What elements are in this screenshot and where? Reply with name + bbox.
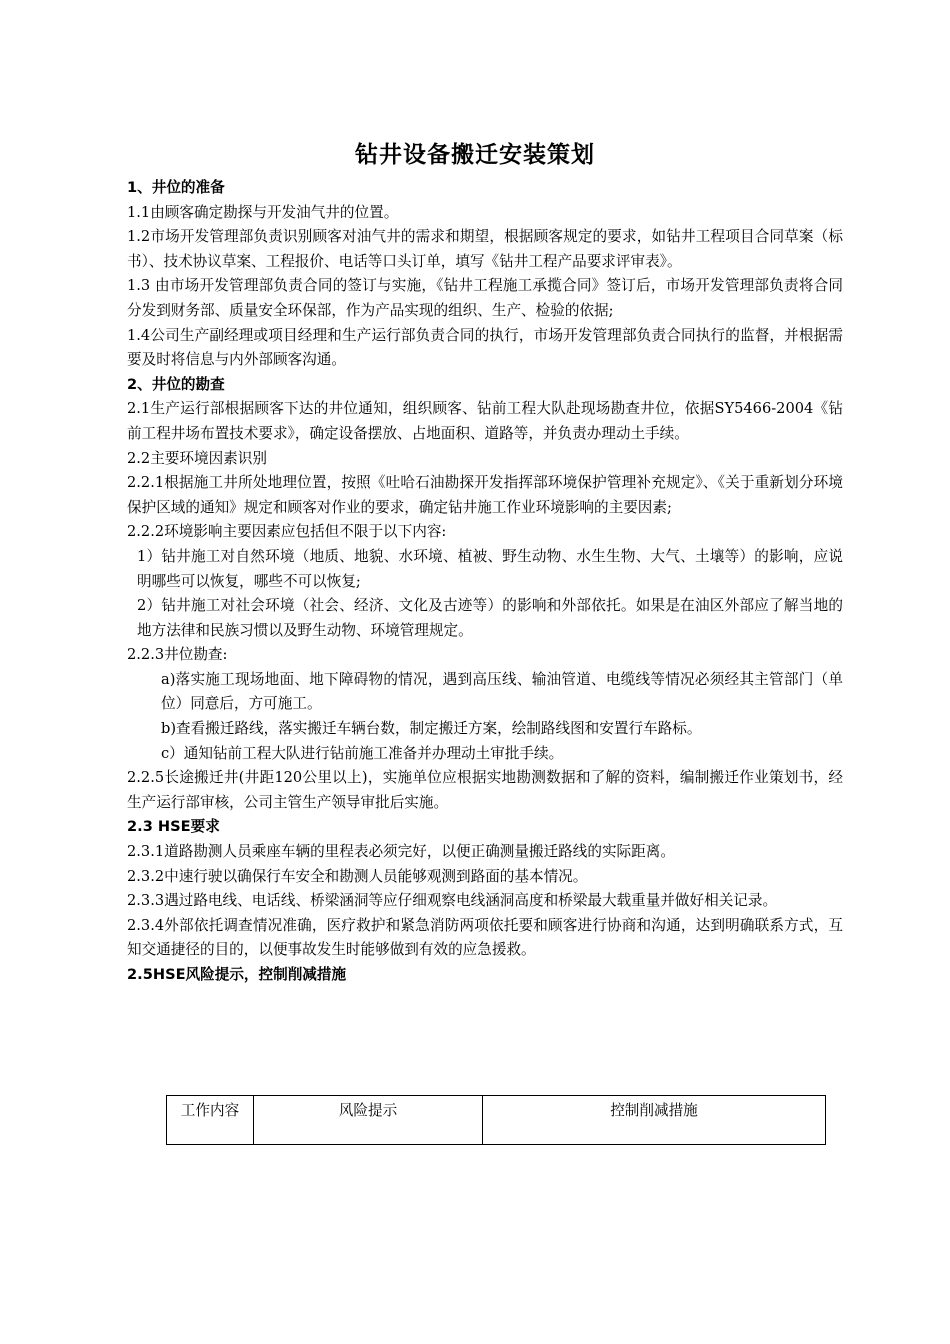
- risk-table: [166, 1095, 826, 1145]
- table-header-cell: 工作内容: [167, 1096, 254, 1145]
- paragraph: 1.3 由市场开发管理部负责合同的签订与实施，《钻井工程施工承揽合同》签订后，市场开发管理部负责将合同分发到财务部、质量安全环保部，作为产品实现的组织、生产、检验的依据;: [127, 277, 843, 319]
- paragraph: 1.4公司生产副经理或项目经理和生产运行部负责合同的执行，市场开发管理部负责合同执行的监督，并根据需要及时将信息与内外部顾客沟通。: [127, 326, 843, 369]
- list-item: b)查看搬迁路线，落实搬迁车辆台数，制定搬迁方案，绘制路线图和安置行车路标。: [161, 720, 702, 738]
- paragraph: 2.3.3遇过路电线、电话线、桥梁涵洞等应仔细观察电线涵洞高度和桥梁最大载重量并做好相关记录。: [127, 892, 778, 910]
- list-item: 1）钻井施工对自然环境（地质、地貌、水环境、植被、野生动物、水生生物、大气、土壤等）的影响，应说明哪些可以恢复，哪些不可以恢复;: [137, 547, 843, 590]
- section-heading: 1、井位的准备: [127, 179, 225, 196]
- section-heading: 2、井位的勘查: [127, 375, 225, 393]
- paragraph: 2.3.1道路勘测人员乘座车辆的里程表必须完好，以便正确测量搬迁路线的实际距离。: [127, 843, 675, 861]
- section-heading: 2.5HSE风险提示，控制削减措施: [127, 966, 347, 983]
- paragraph: 2.1生产运行部根据顾客下达的井位通知，组织顾客、钻前工程大队赴现场勘查井位，依据SY5466-2004《钻前工程井场布置技术要求》，确定设备摆放、占地面积、道路等，并负责办理动土手续。: [127, 400, 843, 442]
- paragraph: 1.1由顾客确定勘探与开发油气井的位置。: [127, 203, 399, 221]
- document-body: [127, 176, 843, 988]
- list-item: 2）钻井施工对社会环境（社会、经济、文化及古迹等）的影响和外部依托。如果是在油区外部应了解当地的地方法律和民族习惯以及野生动物、环境管理规定。: [137, 597, 843, 639]
- paragraph: 2.2主要环境因素识别: [127, 449, 267, 467]
- paragraph: 2.3.2中速行驶以确保行车安全和勘测人员能够观测到路面的基本情况。: [127, 867, 588, 885]
- paragraph: 2.2.2环境影响主要因素应包括但不限于以下内容:: [127, 523, 447, 541]
- list-item: a)落实施工现场地面、地下障碍物的情况，遇到高压线、输油管道、电缆线等情况必须经其主管部门（单位）同意后，方可施工。: [161, 670, 843, 713]
- paragraph: 2.3.4外部依托调查情况准确，医疗救护和紧急消防两项依托要和顾客进行协商和沟通，达到明确联系方式，互知交通捷径的目的，以便事故发生时能够做到有效的应急援救。: [127, 916, 843, 959]
- paragraph: 2.2.3井位勘查:: [127, 646, 228, 664]
- paragraph: 1.2市场开发管理部负责识别顾客对油气井的需求和期望，根据顾客规定的要求，如钻井工程项目合同草案（标书）、技术协议草案、工程报价、电话等口头订单，填写《钻井工程产品要求评审表》。: [127, 228, 843, 270]
- paragraph: 2.2.1根据施工井所处地理位置，按照《吐哈石油勘探开发指挥部环境保护管理补充规定》、《关于重新划分环境保护区域的通知》规定和顾客对作业的要求，确定钻井施工作业环境影响的主要因素;: [127, 474, 843, 516]
- list-item: c）通知钻前工程大队进行钻前施工准备并办理动土审批手续。: [161, 744, 564, 762]
- section-heading: 2.3 HSE要求: [127, 818, 220, 836]
- table-header-cell: 控制削减措施: [483, 1096, 826, 1145]
- table-header-cell: 风险提示: [254, 1096, 483, 1145]
- document-title: 钻井设备搬迁安装策划: [355, 142, 595, 168]
- paragraph: 2.2.5长途搬迁井(井距120公里以上)，实施单位应根据实地勘测数据和了解的资料，编制搬迁作业策划书，经生产运行部审核，公司主管生产领导审批后实施。: [127, 769, 843, 811]
- table-header-row: [167, 1096, 826, 1145]
